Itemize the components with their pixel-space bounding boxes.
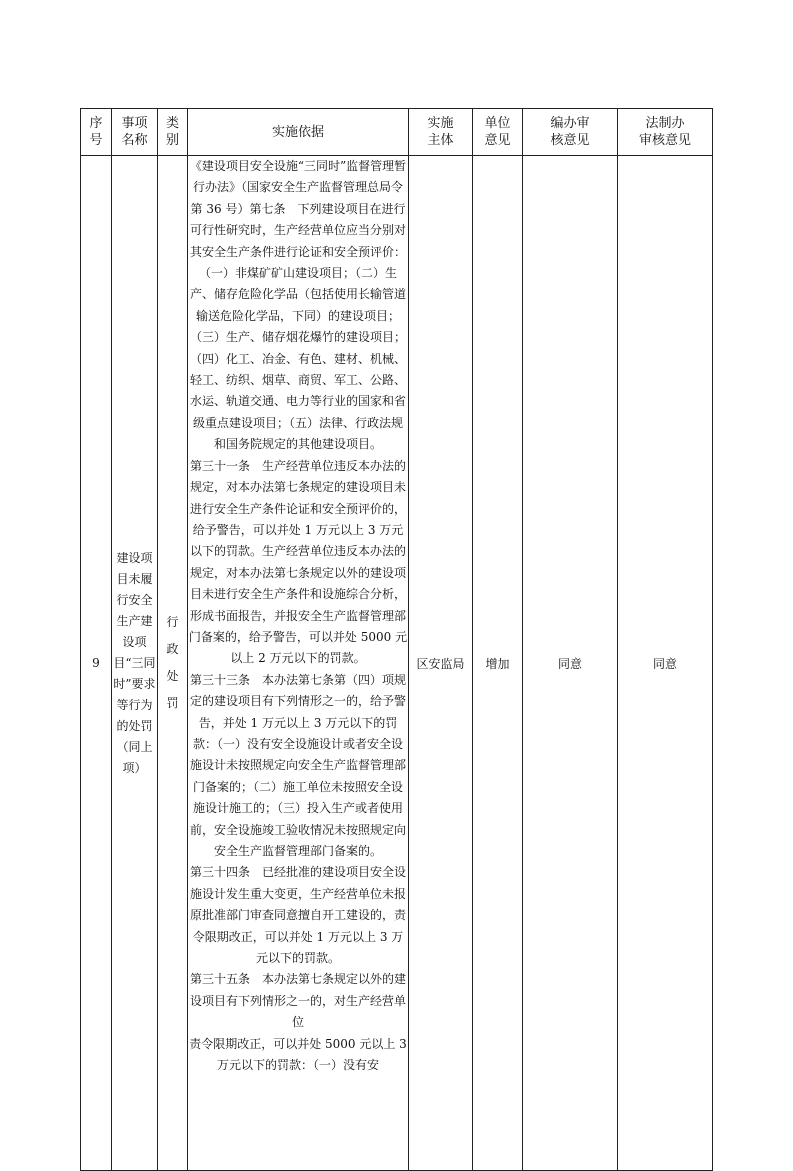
header-item-name: 事项 名称 [112,109,158,156]
table-row [81,156,713,1171]
basis-text [188,156,408,1170]
basis-paragraph: 第三十一条 生产经营单位违反本办法的规定，对本办法第七条规定的建设项目未进行安全生产条件论证和安全预评价的，给予警告，可以并处 1 万元以上 3 万元以下的罚款。生产经营单位违反本办法的规定，对本办法第七条规定以外的建设项目未进行安全生产条件和设施综合分析，形成书面报告，并报安全生产监督管理部门备案的，给予警告，可以并处 5000 元以上 2 万元以下的罚款。 [188,458,408,666]
basis-paragraph: 第三十四条 已经批准的建设项目安全设施设计发生重大变更，生产经营单位未报原批准部门审查同意擅自开工建设的，责令限期改正，可以并处 1 万元以上 3 万元以下的罚款。 [189,865,406,966]
header-basis: 实施依据 [188,109,409,156]
header-subject: 实施 主体 [409,109,473,156]
header-row [81,109,713,156]
category-text: 行政处罚 [166,615,179,710]
header-legal-opinion: 法制办 审核意见 [618,109,713,156]
header-unit-opinion: 单位 意见 [473,109,523,156]
row-item-name: 建设项目未履行安全生产建设项目“三同时”要求等行为的处罚（同上项） [112,156,158,1171]
row-category [158,156,188,1171]
row-index: 9 [81,156,112,1171]
row-unit-opinion: 增加 [473,156,523,1171]
basis-paragraph: 责令限期改正，可以并处 5000 元以上 3 万元以下的罚款：（一）没有安 [189,1036,407,1073]
row-basis [188,156,409,1171]
header-editorial-opinion: 编办审 核意见 [523,109,618,156]
header-index: 序 号 [81,109,112,156]
row-editorial-opinion: 同意 [523,156,618,1171]
basis-paragraph: 第三十三条 本办法第七条第（四）项规定的建设项目有下列情形之一的，给予警告，并处 1 万元以上 3 万元以下的罚款：（一）没有安全设施设计或者安全设施设计未按照规定向安全生产监督管理部门备案的；（二）施工单位未按照安全设施设计施工的；（三）投入生产或者使用前，安全设施竣工验收情况未按照规定向安全生产监督管理部门备案的。 [189,672,406,858]
basis-paragraph: 《建设项目安全设施“三同时”监督管理暂行办法》（国家安全生产监督管理总局令第 36 号）第七条 下列建设项目在进行可行性研究时，生产经营单位应当分别对其安全生产条件进行论证和安全预评价：（一）非煤矿矿山建设项目；（二）生产、储存危险化学品（包括使用长输管道输送危险化学品，下同）的建设项目；（三）生产、储存烟花爆竹的建设项目；（四）化工、冶金、有色、建材、机械、轻工、纺织、烟草、商贸、军工、公路、水运、轨道交通、电力等行业的国家和省级重点建设项目；（五）法律、行政法规和国务院规定的其他建设项目。 [189,159,407,452]
row-legal-opinion: 同意 [618,156,713,1171]
header-category: 类 别 [158,109,188,156]
approval-table [80,108,713,1171]
basis-paragraph: 第三十五条 本办法第七条规定以外的建设项目有下列情形之一的，对生产经营单位 [189,972,406,1030]
row-subject: 区安监局 [409,156,473,1171]
